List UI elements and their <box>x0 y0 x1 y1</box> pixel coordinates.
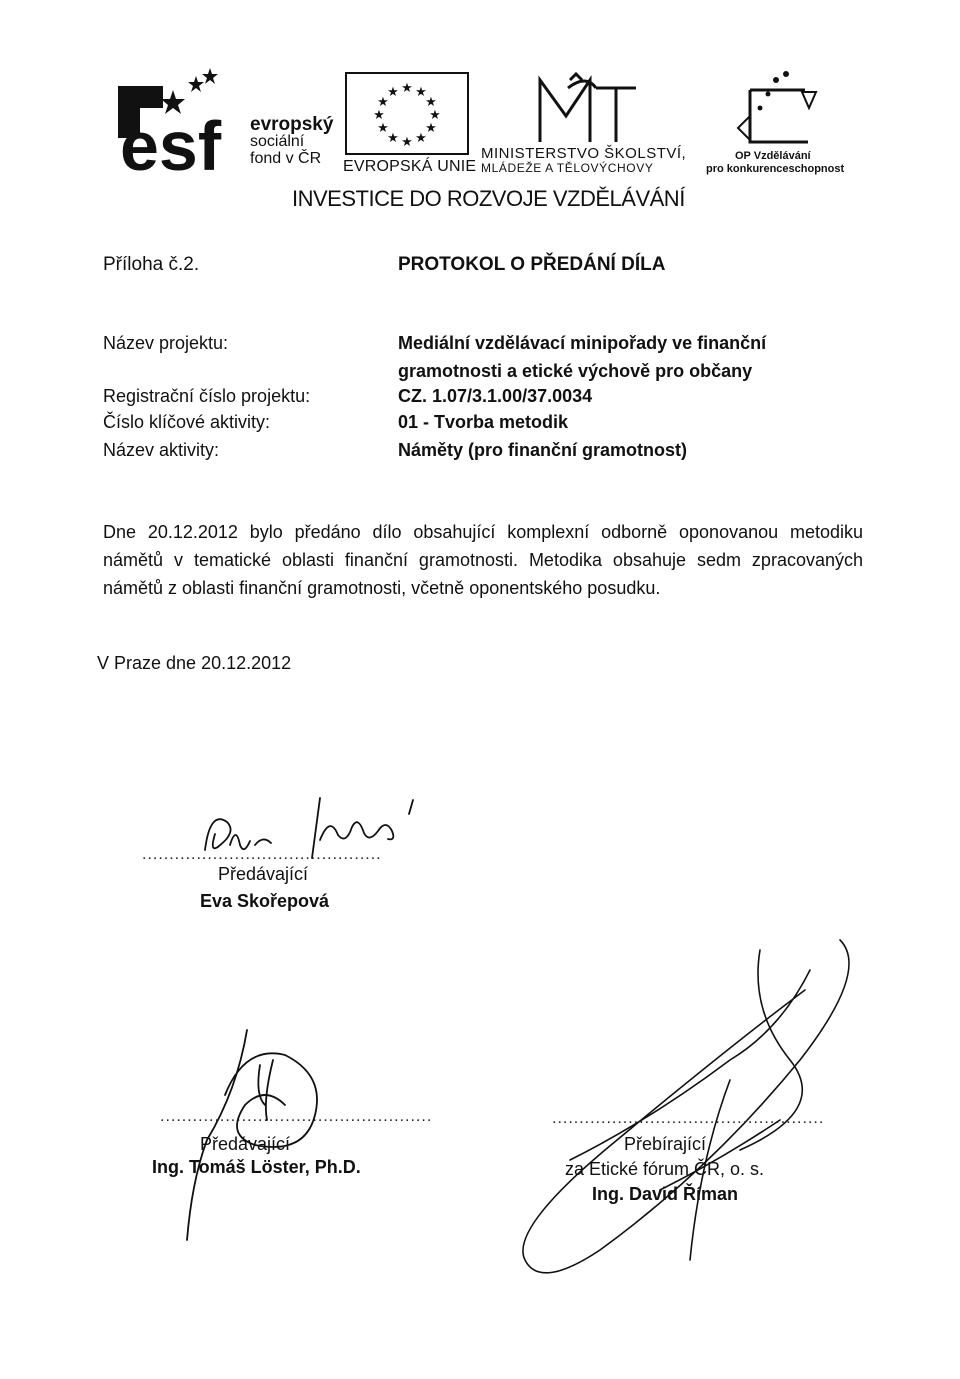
svg-text:★: ★ <box>415 131 427 146</box>
svg-text:★: ★ <box>401 135 413 150</box>
svg-text:★: ★ <box>415 85 427 100</box>
registration-label: Registrační číslo projektu: <box>103 386 311 406</box>
eu-flag-logo <box>345 72 469 155</box>
msmt-line-2: MLÁDEŽE A TĚLOVÝCHOVY <box>481 161 654 175</box>
signature-name-3: Ing. David Říman <box>592 1184 739 1204</box>
project-name-label: Název projektu: <box>103 333 229 353</box>
signature-line-3: .................................................. <box>552 1110 825 1127</box>
signature-name-1: Eva Skořepová <box>200 891 330 911</box>
protocol-paragraph: Dne 20.12.2012 bylo předáno dílo obsahující komplexní odborně oponovanou metodiku námětů v tematické oblasti finanční gramotnosti. Metodika obsahuje sedm zpracovaných námětů z oblasti finanční gramotnosti, včetně oponentského posudku. <box>103 522 863 598</box>
esf-word-2: sociální <box>250 133 305 150</box>
msmt-logo <box>478 70 653 150</box>
op-vzdelavani-logo <box>730 70 820 150</box>
signature-org-3: za Etické fórum ČR, o. s. <box>565 1159 765 1179</box>
svg-text:★: ★ <box>401 81 413 96</box>
op-line-1: OP Vzdělávání <box>735 150 811 162</box>
svg-text:★: ★ <box>425 121 437 136</box>
signature-scribble-3 <box>520 930 870 1280</box>
svg-text:★: ★ <box>429 108 441 123</box>
activity-name-value: Náměty (pro finanční gramotnost) <box>398 440 688 460</box>
activity-name-label: Název aktivity: <box>103 440 220 460</box>
signature-line-1: ............................................ <box>142 846 382 863</box>
esf-logo <box>118 68 238 173</box>
signature-role-1: Předávající <box>218 864 309 884</box>
signature-line-2: .................................................. <box>160 1108 433 1125</box>
signature-role-3: Přebírající <box>624 1134 707 1154</box>
svg-text:★: ★ <box>373 108 385 123</box>
eu-label: EVROPSKÁ UNIE <box>343 158 477 175</box>
svg-text:★: ★ <box>377 121 389 136</box>
esf-word-3: fond v ČR <box>250 150 322 167</box>
attachment-number: Příloha č.2. <box>103 254 200 275</box>
esf-logo-text <box>250 116 333 167</box>
project-name-line-1: Mediální vzdělávací minipořady ve finanční <box>398 333 767 353</box>
tagline: INVESTICE DO ROZVOJE VZDĚLÁVÁNÍ <box>292 186 685 211</box>
svg-text:★: ★ <box>387 131 399 146</box>
project-name-line-2: gramotnosti a etické výchově pro občany <box>398 361 753 381</box>
key-activity-value: 01 - Tvorba metodik <box>398 412 569 432</box>
registration-value: CZ. 1.07/3.1.00/37.0034 <box>398 386 593 406</box>
msmt-line-1: MINISTERSTVO ŠKOLSTVÍ, <box>481 145 687 162</box>
op-line-2: pro konkurenceschopnost <box>706 163 845 175</box>
svg-text:★: ★ <box>377 95 389 110</box>
svg-text:★: ★ <box>425 95 437 110</box>
svg-text:★: ★ <box>387 85 399 100</box>
key-activity-label: Číslo klíčové aktivity: <box>103 412 271 432</box>
svg-text:esf: esf <box>120 107 222 173</box>
signature-role-2: Předávající <box>200 1134 291 1154</box>
esf-word-1: evropský <box>250 114 334 135</box>
signature-name-2: Ing. Tomáš Löster, Ph.D. <box>152 1157 361 1177</box>
place-and-date: V Praze dne 20.12.2012 <box>97 653 292 673</box>
document-title: PROTOKOL O PŘEDÁNÍ DÍLA <box>398 254 666 275</box>
